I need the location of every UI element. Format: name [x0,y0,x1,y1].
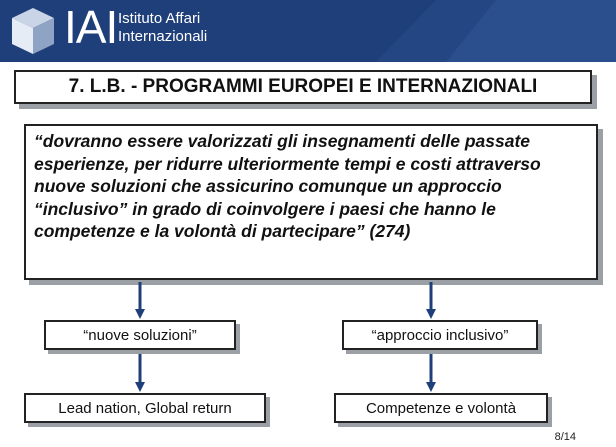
quote-text: “dovranno essere valorizzati gli insegnamenti delle passate esperienze, per ridurre ulteriormente tempi e costi attraverso nuove soluzioni che assicurino comunque un approccio “inclusivo” in grado di coinvolgere i paesi che hanno le competenze e la volontà di partecipare” (274) [34,131,541,241]
page-number: 8/14 [554,431,576,443]
box-nuove-soluzioni: “nuove soluzioni” [44,320,236,350]
cube-logo-icon [8,4,58,58]
box-competenze-volonta: Competenze e volontà [334,393,548,423]
box-approccio-inclusivo: “approccio inclusivo” [342,320,538,350]
organization-name-line2: Internazionali [118,28,208,45]
logo-mark: IAI [64,1,118,53]
box-lead-nation: Lead nation, Global return [24,393,266,423]
organization-name [118,10,207,46]
title-box [14,70,592,104]
organization-name-line1: Istituto Affari [118,10,201,27]
header-decoration [376,0,616,62]
header-band [0,0,616,62]
slide-title: 7. L.B. - PROGRAMMI EUROPEI E INTERNAZIONALI [68,76,538,97]
quote-box [24,124,598,280]
